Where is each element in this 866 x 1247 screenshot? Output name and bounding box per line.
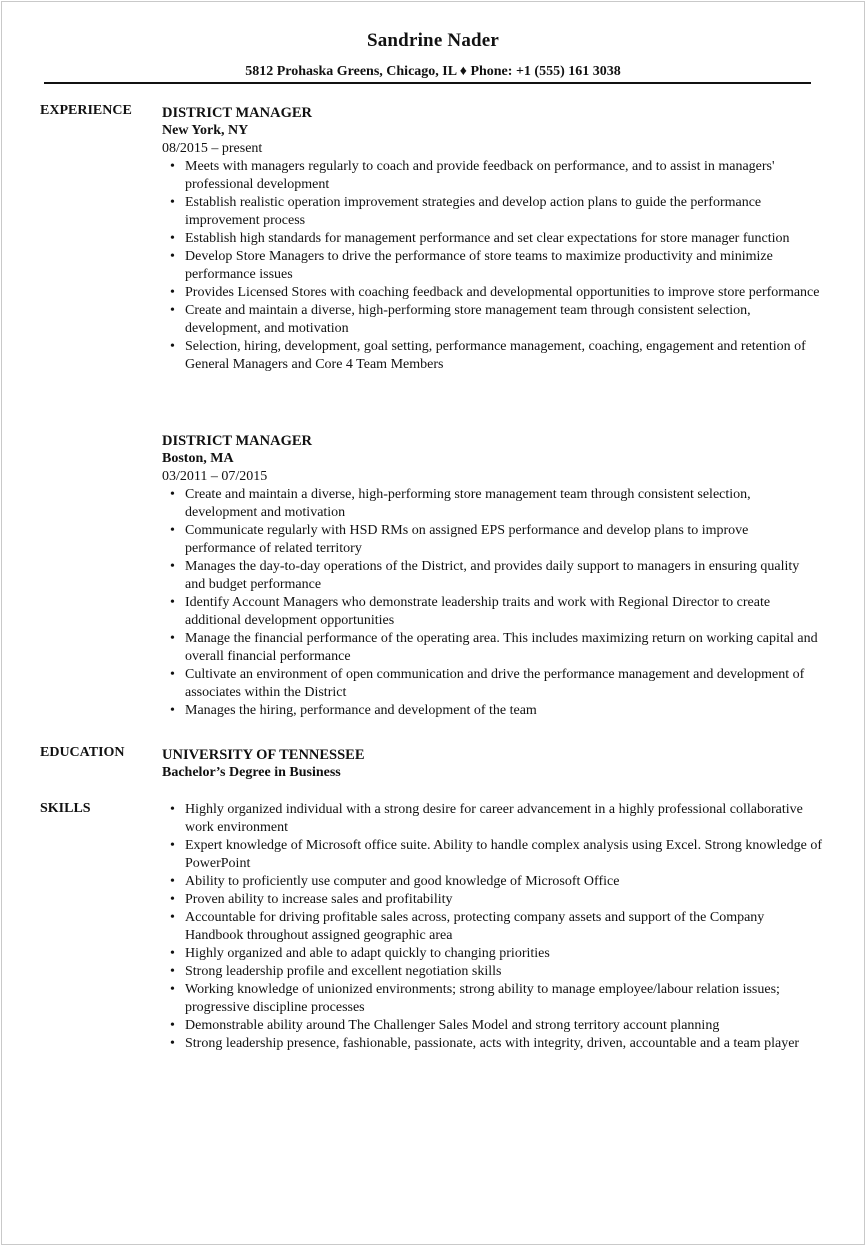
list-item: • Meets with managers regularly to coach and provide feedback on performance, and to assist in managers' professional development [162,158,822,194]
list-item: • Proven ability to increase sales and profitability [162,891,822,909]
candidate-name: Sandrine Nader [366,30,500,51]
job-bullets [162,158,822,374]
education-entry [162,746,822,782]
job-dates: 08/2015 – present [162,141,263,156]
job-dates: 03/2011 – 07/2015 [162,469,268,484]
list-item: • Identify Account Managers who demonstrate leadership traits and work with Regional Director to create additional development opportunities [162,594,822,630]
list-item: • Manages the hiring, performance and development of the team [162,702,822,720]
header-divider [44,82,811,84]
resume-header [2,30,864,52]
list-item: • Provides Licensed Stores with coaching feedback and developmental opportunities to improve store performance [162,284,822,302]
job-entry [162,432,822,720]
list-item: • Develop Store Managers to drive the performance of store teams to maximize productivity and minimize performance issues [162,248,822,284]
school-name: UNIVERSITY OF TENNESSEE [162,747,365,763]
list-item: • Expert knowledge of Microsoft office suite. Ability to handle complex analysis using Excel. Strong knowledge of PowerPoint [162,837,822,873]
list-item: • Communicate regularly with HSD RMs on assigned EPS performance and develop plans to improve performance of related territory [162,522,822,558]
job-title: DISTRICT MANAGER [162,105,312,121]
list-item: • Accountable for driving profitable sales across, protecting company assets and support of the Company Handbook throughout assigned geographic area [162,909,822,945]
degree: Bachelor’s Degree in Business [162,765,341,780]
resume-page [1,1,865,1245]
list-item: • Demonstrable ability around The Challenger Sales Model and strong territory account planning [162,1017,822,1035]
list-item: • Ability to proficiently use computer and good knowledge of Microsoft Office [162,873,822,891]
skills-list [162,801,822,1053]
contact-line: 5812 Prohaska Greens, Chicago, IL ♦ Phone: +1 (555) 161 3038 [245,64,621,79]
skills-heading: SKILLS [40,801,91,816]
list-item: • Working knowledge of unionized environments; strong ability to manage employee/labour relation issues; progressive discipline processes [162,981,822,1017]
list-item: • Create and maintain a diverse, high-performing store management team through consistent selection, development and motivation [162,486,822,522]
list-item: • Establish realistic operation improvement strategies and develop action plans to guide the performance improvement process [162,194,822,230]
list-item: • Strong leadership profile and excellent negotiation skills [162,963,822,981]
list-item: • Cultivate an environment of open communication and drive the performance management and development of associates within the District [162,666,822,702]
experience-heading: EXPERIENCE [40,103,132,118]
list-item: • Highly organized individual with a strong desire for career advancement in a highly professional collaborative work environment [162,801,822,837]
list-item: • Manages the day-to-day operations of the District, and provides daily support to managers in ensuring quality and budget performance [162,558,822,594]
job-title: DISTRICT MANAGER [162,433,312,449]
job-location: Boston, MA [162,451,234,466]
skills-entry [162,801,822,1053]
list-item: • Strong leadership presence, fashionable, passionate, acts with integrity, driven, accountable and a team player [162,1035,822,1053]
job-bullets [162,486,822,720]
education-heading: EDUCATION [40,745,125,760]
list-item: • Manage the financial performance of the operating area. This includes maximizing return on working capital and overall financial performance [162,630,822,666]
job-entry [162,104,822,374]
job-location: New York, NY [162,123,249,138]
list-item: • Selection, hiring, development, goal setting, performance management, coaching, engagement and retention of General Managers and Core 4 Team Members [162,338,822,374]
list-item: • Highly organized and able to adapt quickly to changing priorities [162,945,822,963]
list-item: • Create and maintain a diverse, high-performing store management team through consistent selection, development, and motivation [162,302,822,338]
list-item: • Establish high standards for management performance and set clear expectations for store manager function [162,230,822,248]
